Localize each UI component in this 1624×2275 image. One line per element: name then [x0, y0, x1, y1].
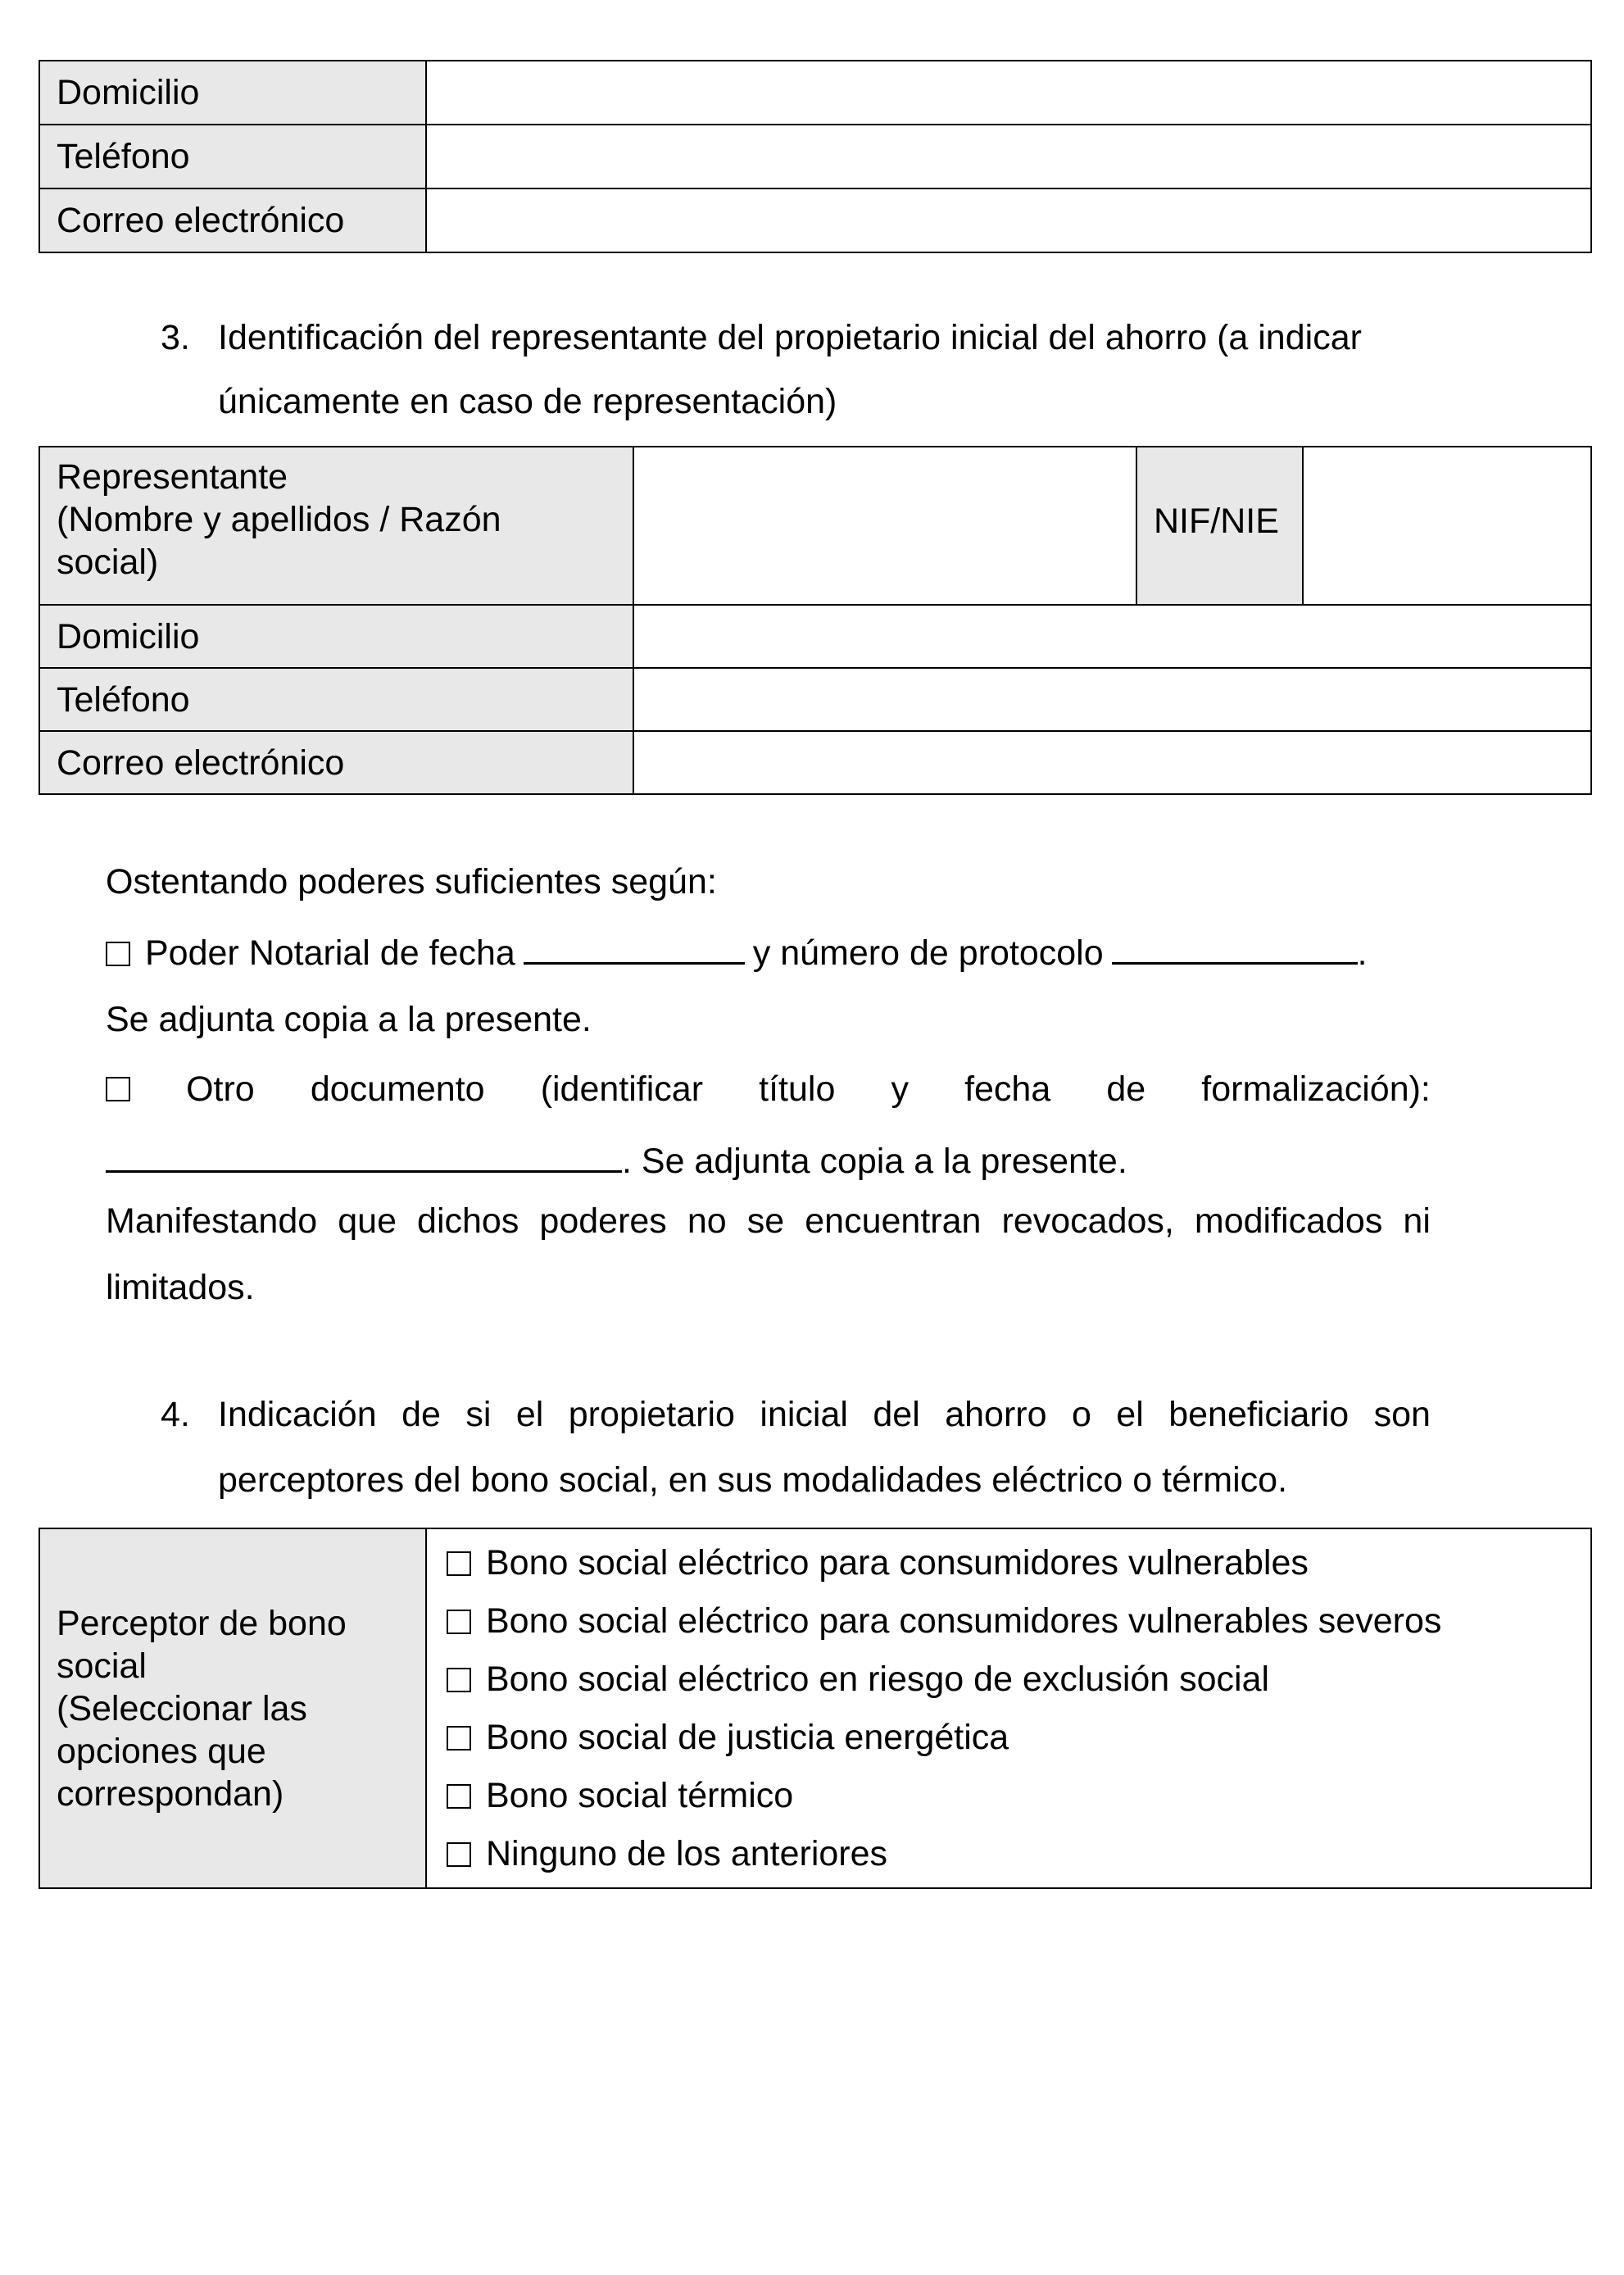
other-document-line: [106, 1068, 1431, 1110]
bono-label: [39, 1528, 426, 1888]
table-row: [39, 188, 1591, 252]
bono-label-line1: Perceptor de bono: [57, 1603, 347, 1643]
bono-option-label: Bono social eléctrico para consumidores vulnerables: [486, 1542, 1309, 1583]
section4-word: o: [1071, 1395, 1091, 1434]
bono-option-checkbox[interactable]: [447, 1842, 471, 1867]
bono-options: [426, 1528, 1591, 1888]
bono-option[interactable]: [447, 1592, 1590, 1651]
rep-domicilio-field[interactable]: [633, 605, 1591, 668]
other-word: documento: [310, 1069, 485, 1109]
statement-word: poderes: [539, 1201, 667, 1241]
bono-option-label: Bono social de justicia energética: [486, 1717, 1009, 1757]
rep-telefono-field[interactable]: [633, 668, 1591, 731]
nif-field[interactable]: [1303, 447, 1591, 605]
bono-option-checkbox[interactable]: [447, 1551, 471, 1576]
other-word: (identificar: [540, 1069, 704, 1109]
bono-option[interactable]: [447, 1709, 1590, 1767]
representante-field[interactable]: [633, 447, 1136, 605]
bono-social-table: [39, 1528, 1592, 1889]
bono-label-line3: (Seleccionar las: [57, 1688, 307, 1728]
other-document-copy-line: [106, 1138, 1127, 1183]
representative-table: [39, 446, 1592, 795]
section4-title-line2: perceptores del bono social, en sus modalidades eléctrico o térmico.: [218, 1460, 1288, 1500]
notarial-period: .: [1357, 933, 1368, 973]
domicilio-field[interactable]: [426, 61, 1591, 125]
section3-number: 3.: [161, 318, 190, 357]
statement-word: Manifestando: [106, 1201, 318, 1241]
table-row: [39, 1528, 1591, 1888]
table-row: [39, 61, 1591, 125]
notarial-date-field[interactable]: [524, 929, 745, 965]
table-row: [39, 668, 1591, 731]
section4-word: el: [1116, 1395, 1144, 1434]
bono-option-label: Bono social eléctrico para consumidores vulnerables severos: [486, 1601, 1442, 1641]
other-word: de: [1106, 1069, 1146, 1109]
other-word: y: [891, 1069, 909, 1109]
section3-heading: [161, 316, 190, 359]
table-row: [39, 125, 1591, 188]
statement-word: revocados,: [1001, 1201, 1174, 1241]
statement-word: dichos: [417, 1201, 519, 1241]
section3-title-line2: únicamente en caso de representación): [218, 382, 837, 421]
bono-option[interactable]: [447, 1825, 1590, 1883]
representante-label-line1: Representante: [57, 457, 288, 497]
statement-word: se: [746, 1201, 785, 1241]
bono-option[interactable]: [447, 1651, 1590, 1709]
section4-word: de: [401, 1395, 441, 1434]
section4-title-line1: [218, 1393, 1431, 1436]
section4-number: 4.: [161, 1395, 190, 1434]
powers-statement-line2: limitados.: [106, 1268, 255, 1307]
rep-telefono-label: Teléfono: [39, 668, 633, 731]
owner-contact-table: [39, 60, 1592, 253]
notarial-line: [106, 929, 1368, 974]
powers-intro: Ostentando poderes suficientes según:: [106, 862, 717, 901]
other-word: título: [759, 1069, 836, 1109]
section4-word: si: [465, 1395, 492, 1434]
bono-label-line2: social: [57, 1646, 147, 1686]
statement-word: no: [687, 1201, 727, 1241]
section4-word: el: [515, 1395, 544, 1434]
representante-label-line3: social): [57, 543, 159, 582]
rep-correo-label: Correo electrónico: [39, 731, 633, 794]
other-word: formalización):: [1201, 1069, 1431, 1109]
section4-word: beneficiario: [1168, 1395, 1350, 1434]
notarial-copy-note: Se adjunta copia a la presente.: [106, 1000, 592, 1039]
table-row: [39, 605, 1591, 668]
bono-option-checkbox[interactable]: [447, 1726, 471, 1751]
bono-option-label: Bono social térmico: [486, 1775, 794, 1815]
table-row: [39, 731, 1591, 794]
domicilio-label: Domicilio: [39, 61, 426, 125]
statement-word: que: [338, 1201, 397, 1241]
rep-domicilio-label: Domicilio: [39, 605, 633, 668]
protocol-number-field[interactable]: [1112, 929, 1358, 965]
other-document-field[interactable]: [106, 1138, 622, 1173]
representante-label: [39, 447, 633, 605]
other-word: Otro: [186, 1069, 255, 1109]
other-word: fecha: [964, 1069, 1051, 1109]
statement-word: encuentran: [805, 1201, 982, 1241]
powers-statement-line1: [106, 1200, 1431, 1242]
bono-option[interactable]: [447, 1534, 1590, 1592]
statement-word: ni: [1403, 1201, 1431, 1241]
section4-word: son: [1373, 1395, 1431, 1434]
nif-label: NIF/NIE: [1136, 447, 1303, 605]
section3-title-line1: Identificación del representante del propietario inicial del ahorro (a indicar: [218, 318, 1362, 357]
bono-option-label: Bono social eléctrico en riesgo de exclusión social: [486, 1659, 1270, 1699]
section4-word: ahorro: [945, 1395, 1047, 1434]
telefono-field[interactable]: [426, 125, 1591, 188]
protocol-label: y número de protocolo: [752, 933, 1104, 973]
section4-word: propietario: [568, 1395, 735, 1434]
bono-option-checkbox[interactable]: [447, 1668, 471, 1692]
bono-label-line5: correspondan): [57, 1773, 284, 1814]
correo-label: Correo electrónico: [39, 188, 426, 252]
bono-option-checkbox[interactable]: [447, 1610, 471, 1634]
section4-word: del: [873, 1395, 920, 1434]
statement-word: modificados: [1194, 1201, 1383, 1241]
rep-correo-field[interactable]: [633, 731, 1591, 794]
other-copy-note: . Se adjunta copia a la presente.: [622, 1142, 1127, 1181]
other-document-checkbox[interactable]: [106, 1077, 130, 1101]
notarial-checkbox[interactable]: [106, 942, 130, 966]
bono-option[interactable]: [447, 1767, 1590, 1825]
correo-field[interactable]: [426, 188, 1591, 252]
table-row: [39, 447, 1591, 605]
notarial-label: Poder Notarial de fecha: [145, 933, 515, 973]
bono-label-line4: opciones que: [57, 1731, 266, 1771]
bono-option-checkbox[interactable]: [447, 1784, 471, 1809]
representante-label-line2: (Nombre y apellidos / Razón: [57, 500, 501, 539]
section4-word: inicial: [760, 1395, 848, 1434]
bono-option-label: Ninguno de los anteriores: [486, 1833, 888, 1873]
telefono-label: Teléfono: [39, 125, 426, 188]
section4-word: Indicación: [218, 1395, 377, 1434]
